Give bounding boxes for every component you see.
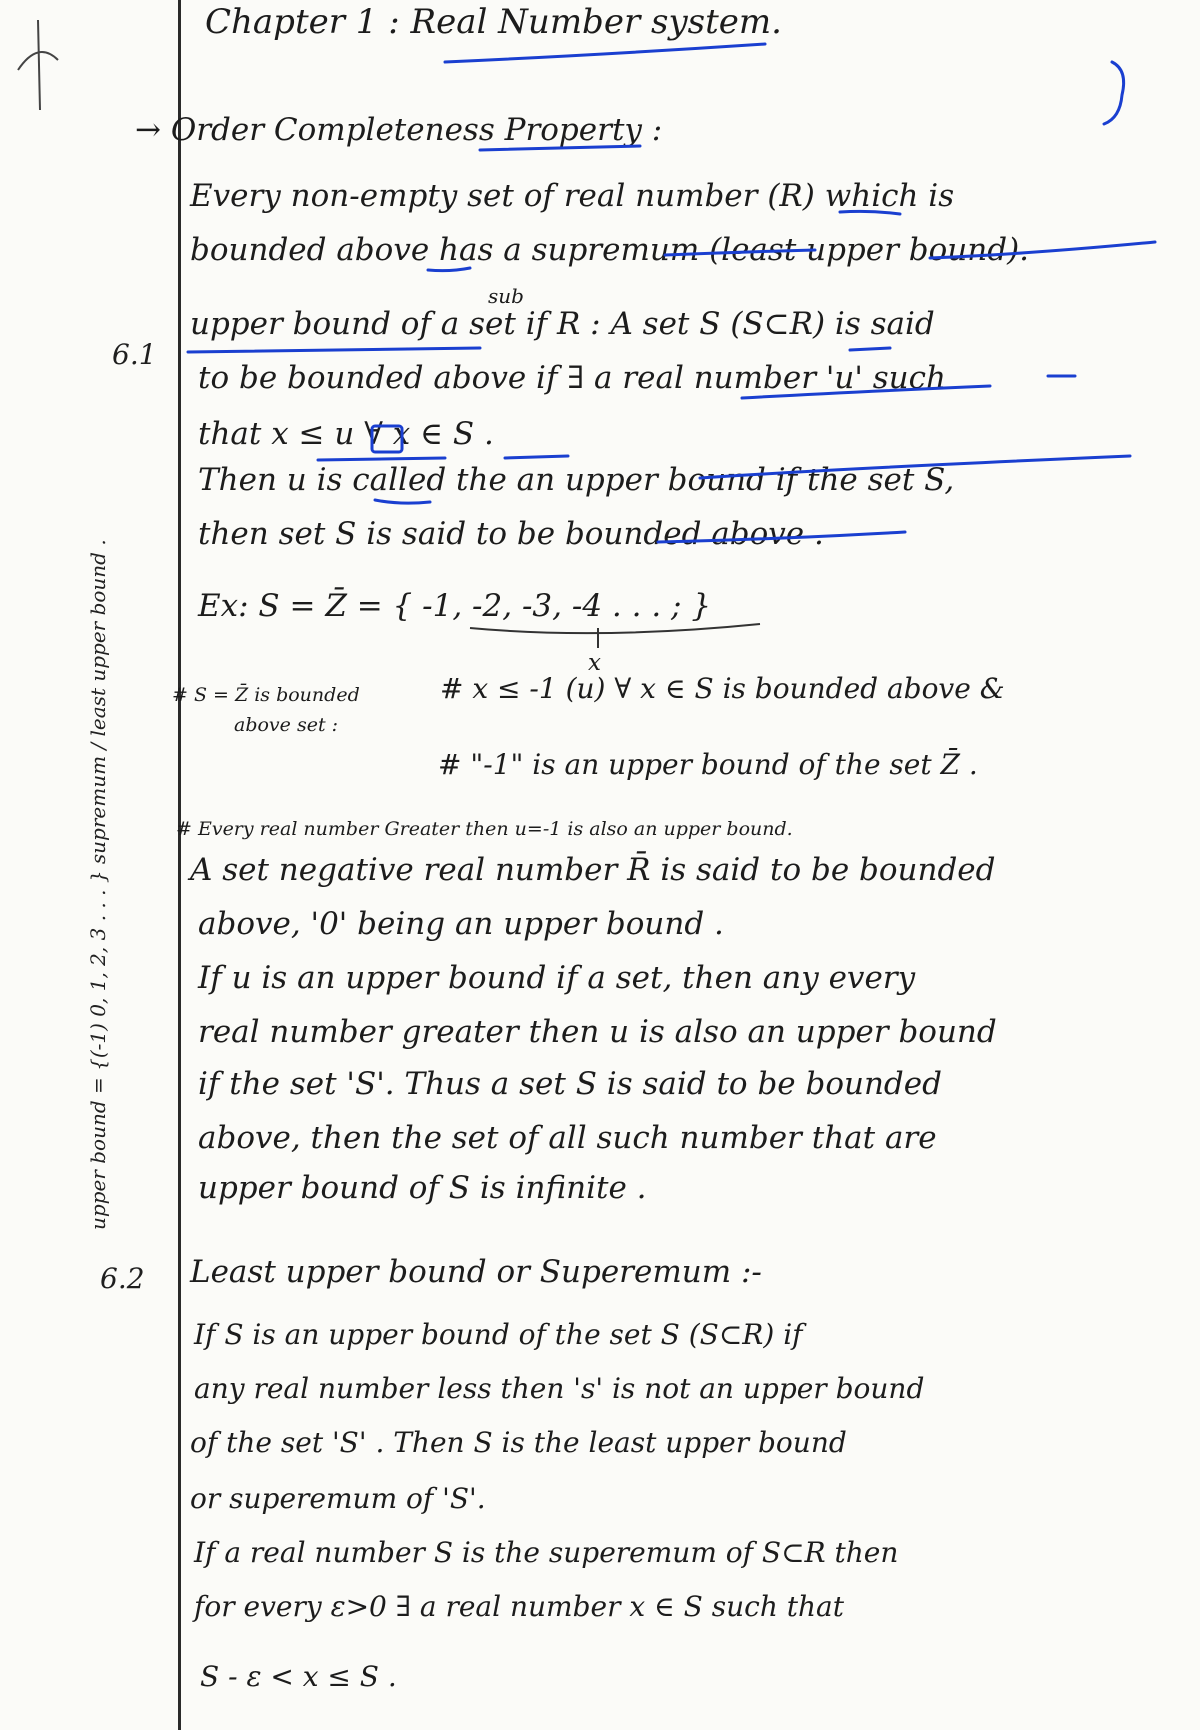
sec62-line-8: S - ε < x ≤ S .	[200, 1660, 397, 1693]
para-line-6: above, then the set of all such number that are	[198, 1120, 937, 1156]
chapter-title: Chapter 1 : Real Number system.	[205, 2, 782, 42]
sec61-line-1: upper bound of a set if R : A set S (S⊂R) is said	[190, 306, 935, 342]
sec62-line-4: of the set 'S' . Then S is the least upper bound	[190, 1426, 847, 1459]
intro-line-1: Every non-empty set of real number (R) which is	[190, 178, 955, 214]
margin-sidenote: upper bound = {(-1) 0, 1, 2, 3 . . . } supremum / least upper bound .	[86, 539, 110, 1230]
example-line: Ex: S = Z̄ = { -1, -2, -3, -4 . . . ; }	[198, 588, 712, 624]
example-x-label: x	[588, 650, 601, 676]
sec62-line-3: any real number less then 's' is not an upper bound	[194, 1372, 925, 1405]
para-line-1: A set negative real number R̄ is said to be bounded	[190, 852, 996, 888]
sec62-line-1: Least upper bound or Superemum :-	[190, 1254, 762, 1290]
sec61-line-2: to be bounded above if ∃ a real number 'u' such	[198, 360, 946, 396]
sec62-line-7: for every ε>0 ∃ a real number x ∈ S such that	[194, 1590, 845, 1623]
sec61-line-5: then set S is said to be bounded above .	[198, 516, 824, 552]
sec62-line-2: If S is an upper bound of the set S (S⊂R) if	[194, 1318, 803, 1351]
para-line-4: real number greater then u is also an upper bound	[198, 1014, 997, 1050]
example-bound-line: # x ≤ -1 (u) ∀ x ∈ S is bounded above &	[440, 672, 1005, 705]
every-real-note: # Every real number Greater then u=-1 is also an upper bound.	[176, 818, 793, 840]
section-number-6-2: 6.2	[100, 1262, 145, 1295]
margin-line	[178, 0, 181, 1730]
para-line-7: upper bound of S is infinite .	[198, 1170, 647, 1206]
example-note-2: above set :	[234, 714, 339, 736]
section-heading: → Order Completeness Property :	[135, 112, 663, 148]
sec61-line-3: that x ≤ u ∀ x ∈ S .	[198, 416, 494, 452]
sec62-line-6: If a real number S is the superemum of S⊂R then	[194, 1536, 899, 1569]
section-number-6-1: 6.1	[112, 338, 157, 371]
sec62-line-5: or superemum of 'S'.	[190, 1482, 486, 1515]
para-line-3: If u is an upper bound if a set, then any every	[198, 960, 916, 996]
intro-line-2: bounded above has a supremum (least upper bound).	[190, 232, 1030, 268]
para-line-5: if the set 'S'. Thus a set S is said to be bounded	[198, 1066, 942, 1102]
sec61-line-4: Then u is called the an upper bound if the set S,	[198, 462, 955, 498]
example-note-1: # S = Z̄ is bounded	[172, 684, 360, 706]
caret-insertion: sub	[488, 284, 524, 308]
para-line-2: above, '0' being an upper bound .	[198, 906, 724, 942]
corner-scribble-icon	[8, 0, 68, 120]
example-upper-line: # "-1" is an upper bound of the set Z̄ .	[438, 748, 978, 781]
